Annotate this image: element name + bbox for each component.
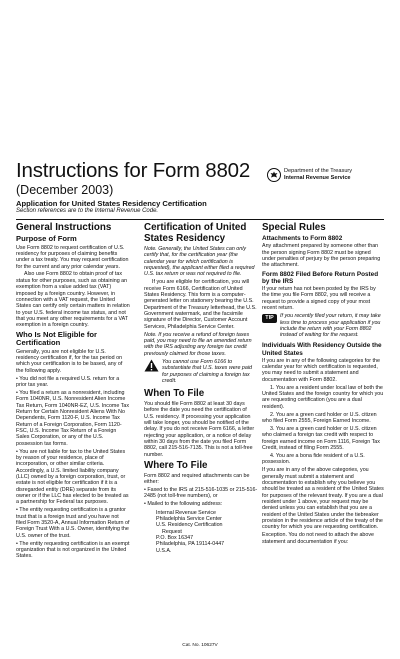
catalog-number: Cat. No. 10627V xyxy=(182,643,218,648)
agency-name: Internal Revenue Service xyxy=(284,175,351,181)
when-to-file-heading: When To File xyxy=(144,388,205,399)
purpose-heading: Purpose of Form xyxy=(16,234,77,243)
not-eligible-heading: Who Is Not Eligible for Certification xyxy=(16,329,97,348)
list-item: 1. You are a resident under local law of both the United States and the foreign country for which you are requesting certification (you are a dual resident). xyxy=(262,384,384,410)
form-name: Application for United States Residency Certification xyxy=(16,199,207,208)
list-item: 3. You are a green card holder or U.S. citizen who claimed a foreign tax credit with respect to foreign earned income on Form 1116, Foreign Tax Credit, instead of filing Form 2555. xyxy=(262,425,380,451)
revision-date: (December 2003) xyxy=(16,183,114,197)
paragraph: If you are in any of the above categories, you generally must submit a statement and documentation to establish why you believe you should be treated as a resident of the United States for purposes of the relevant treaty. If you are a dual resident under 1 above, your request may be denied unless you can establish that you are a resident of the United States under the tiebreaker provision in the residence article of the treaty of the country for which you are requesting certification. xyxy=(262,467,384,531)
department-name: Department of the Treasury xyxy=(284,168,353,174)
paragraph: If you are eligible for certification, you will receive Form 6166, Certification of United States Residency. This form is a computer-generated letter on stationery bearing the U.S. Department of the Treasury letterhead, the U.S. Government watermark, and the facsimile signature of the Director, Customer Account Services, Philadelphia Service Center. xyxy=(144,279,257,330)
individuals-heading: Individuals With Residency Outside the United States xyxy=(262,342,382,357)
list-item: • Faxed to the IRS at 215-516-1035 or 215-516-2485 (not toll-free numbers), or xyxy=(144,486,258,500)
list-item: • The entity requesting certification is an exempt organization that is not organized in the United States. xyxy=(16,540,130,560)
list-item: • Mailed to the following address: xyxy=(144,501,223,508)
list-item: 2. You are a green card holder or U.S. citizen who filed Form 2555, Foreign Earned Income. xyxy=(262,411,377,425)
tip-text: If you recently filed your return, it may take less time to process your application if you include the return with your Form 8802 instead of waiting for the request. xyxy=(280,313,381,339)
eagle-seal-icon xyxy=(267,168,281,182)
special-rules-heading: Special Rules xyxy=(262,222,326,233)
paragraph: Use Form 8802 to request certification of U.S. residency for purposes of claiming benefits under a tax treaty. You may request certification for the current and any prior calendar years. xyxy=(16,244,129,270)
header-divider xyxy=(16,219,384,220)
tip-box xyxy=(262,313,384,340)
where-to-file-heading: Where To File xyxy=(144,459,208,471)
list-item: 4. You are a bona fide resident of a U.S. possession. xyxy=(262,452,365,466)
note: Note. If you receive a refund of foreign taxes paid, you may need to file an amended return with the IRS adjusting any foreign tax credit previously claimed for those taxes. xyxy=(144,331,252,357)
section-references: Section references are to the Internal Revenue Code. xyxy=(16,208,159,214)
column-2 xyxy=(144,222,258,554)
paragraph: If your return has not been posted by the IRS by the time you file Form 8802, you will receive a request to provide a signed copy of your most recent return. xyxy=(262,285,376,312)
caution-box xyxy=(144,359,258,386)
general-instructions-heading: General Instructions xyxy=(16,222,112,233)
tip-icon: TIP xyxy=(262,314,277,323)
certification-heading: Certification of United States Residency xyxy=(144,222,247,244)
paragraph: Form 8802 and required attachments can be either: xyxy=(144,472,250,486)
attachments-heading: Attachments to Form 8802 xyxy=(262,235,343,242)
list-item: • The entity requesting certification is a grantor trust that is a foreign trust and you have not filed Form 3520-A, Annual Information Return of Foreign Trust With a U.S. Owner, identifying the U.S. owner of the trust. xyxy=(16,507,130,539)
filed-before-heading: Form 8802 Filed Before Return Posted by the IRS xyxy=(262,270,379,285)
page-title: Instructions for Form 8802 xyxy=(16,159,251,182)
column-1 xyxy=(16,222,130,561)
list-item: • You did not file a required U.S. return for a prior tax year. xyxy=(16,375,120,388)
caution-text: You cannot use Form 6166 to substantiate that U.S. taxes were paid for purposes of claiming a foreign tax credit. xyxy=(162,359,253,385)
list-item: • You are not liable for tax to the United States by reason of your residence, place of incorporation, or other similar criteria. Accordingly, a U.S. limited liability company (LLC) owned by a foreign corporation, trust, or estate is not eligible for certification if it is a disregarded entity (DRE) separate from its owner or if the LLC has elected to be treated as a partnership for Federal tax purposes. xyxy=(16,448,129,506)
mailing-address: Internal Revenue Service Philadelphia Service Center U.S. Residency Certification Request P.O. Box 16347 Philadelphia, PA 19114-0447 U.S.A. xyxy=(156,509,225,554)
exception-paragraph: Exception. You do not need to attach the above statement and documentation if you: xyxy=(262,532,375,545)
list-item: • You filed a return as a nonresident, including Form 1040NR, U.S. Nonresident Alien Income Tax Return, Form 1040NR-EZ, U.S. Income Tax Return for Certain Nonresident Aliens With No Dependents, Form 1120-F, U.S. Income Tax Return of a Foreign Corporation, Form 1120-FSC, U.S. Income Tax Return of a Foreign Sales Corporation, or any of the U.S. possession tax forms. xyxy=(16,389,130,447)
paragraph: Generally, you are not eligible for U.S. residency certification if, for the tax period on which your certification is to be based, any of the following apply. xyxy=(16,348,123,374)
note: Note. Generally, the United States can only certify that, for the certification year (the calendar year for which certification is requested), the applicant either filed a required U.S. tax return or was not required to file. xyxy=(144,246,255,278)
caution-icon xyxy=(144,359,159,386)
paragraph: If you are in any of the following categories for the calendar year for which certification is requested, you may need to submit a statement and documentation with Form 8802. xyxy=(262,357,380,383)
paragraph: Any attachment prepared by someone other than the person signing Form 8802 must be signed under penalties of perjury by the person preparing the attachment. xyxy=(262,243,381,269)
agency-block xyxy=(267,168,352,182)
paragraph: Also use Form 8802 to obtain proof of tax status for other purposes, such as obtaining an exemption from a value added tax (VAT) imposed by a foreign country. However, in connection with a VAT request, the United States can certify only certain matters in relation to your U.S. federal income tax status, and not that you meet any other requirements for a VAT exemption in a foreign country. xyxy=(16,271,130,329)
paragraph: You should file Form 8802 at least 30 days before the date you need the certification of U.S. residency. If processing your application will take longer, you should be notified of the delay. If you do not receive Form 6166, a letter rejecting your application, or a notice of delay within 30 days from the date you filed Form 8802, call 215-516-7135. This is not a toll-free number. xyxy=(144,401,255,458)
column-3 xyxy=(262,222,384,547)
